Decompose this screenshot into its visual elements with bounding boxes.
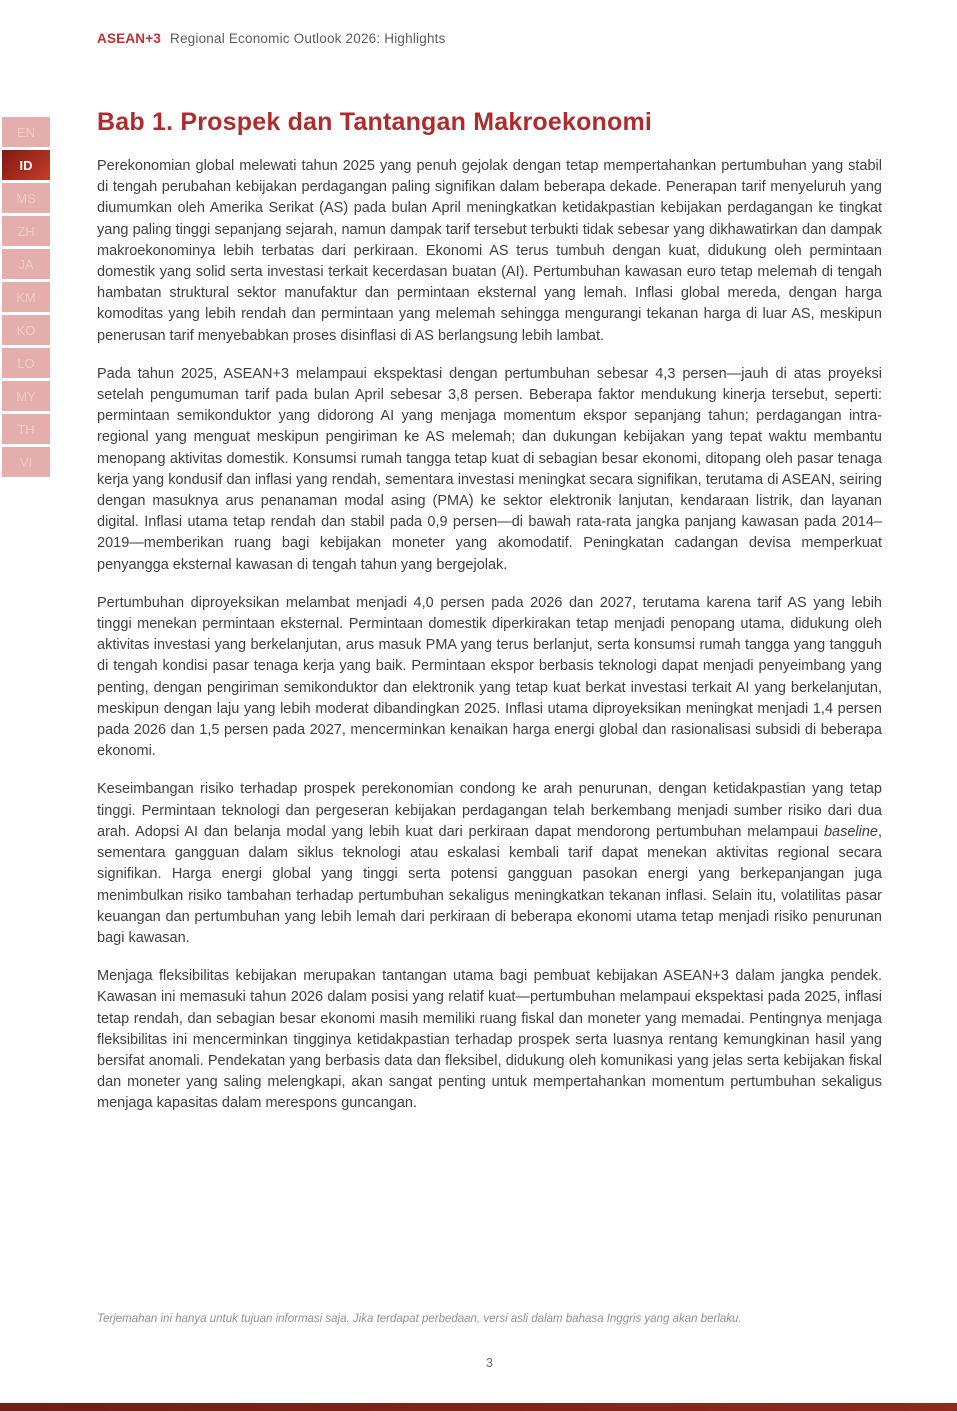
lang-tab-zh[interactable]: ZH — [2, 216, 50, 246]
lang-tab-en[interactable]: EN — [2, 117, 50, 147]
report-brand: ASEAN+3 — [97, 31, 162, 46]
translation-disclaimer: Terjemahan ini hanya untuk tujuan informasi saja. Jika terdapat perbedaan, versi asli dalam bahasa Inggris yang akan berlaku. — [97, 1313, 742, 1325]
paragraph-risk-balance — [97, 779, 882, 949]
lang-tab-km[interactable]: KM — [2, 282, 50, 312]
paragraph-policy-flexibility: Menjaga fleksibilitas kebijakan merupakan tantangan utama bagi pembuat kebijakan ASEAN+3 dalam jangka pendek. Kawasan ini memasuki tahun 2026 dalam posisi yang relatif kuat—pertumbuhan melampaui ekspektasi pada 2025, inflasi tetap rendah, dan sebagian besar ekonomi masih memiliki ruang fiskal dan moneter yang memadai. Pentingnya menjaga fleksibilitas ini mencerminkan tingginya ketidakpastian terhadap prospek serta luasnya rentang kemungkinan hasil yang bersifat anomali. Pendekatan yang berbasis data dan fleksibel, didukung oleh komunikasi yang jelas serta kebijakan fiskal dan moneter yang saling melengkapi, akan sangat penting untuk mempertahankan momentum pertumbuhan sekaligus menjaga kapasitas dalam merespons guncangan. — [97, 968, 882, 1112]
lang-tab-ja[interactable]: JA — [2, 249, 50, 279]
lang-tab-ko[interactable]: KO — [2, 315, 50, 345]
lang-tab-my[interactable]: MY — [2, 381, 50, 411]
lang-tab-id[interactable]: ID — [2, 150, 50, 180]
paragraph-risk-balance-pre: Keseimbangan risiko terhadap prospek perekonomian condong ke arah penurunan, dengan ketidakpastian yang tetap tinggi. Permintaan teknologi dan pergeseran kebijakan perdagangan telah berkembang menjadi sumber risiko dari dua arah. Adopsi AI dan belanja modal yang lebih kuat dari perkiraan dapat mendorong pertumbuhan melampaui — [97, 781, 882, 840]
paragraph-risk-balance-post: , sementara gangguan dalam siklus teknologi atau eskalasi kembali tarif dapat menekan aktivitas regional secara signifikan. Harga energi global yang tinggi serta potensi gangguan pasokan energi yang berkepanjangan juga menimbulkan risiko tambahan terhadap pertumbuhan sekaligus meningkatkan tekanan inflasi. Selain itu, volatilitas pasar keuangan dan pertumbuhan yang lebih lemah dari perkiraan di beberapa ekonomi utama tetap menjadi risiko penurunan bagi kawasan. — [97, 823, 882, 946]
paragraph-global-economy: Perekonomian global melewati tahun 2025 yang penuh gejolak dengan tetap mempertahankan pertumbuhan yang stabil di tengah perubahan kebijakan perdagangan paling signifikan dalam beberapa dekade. Penerapan tarif menyeluruh yang diumumkan oleh Amerika Serikat (AS) pada bulan April meningkatkan ketidakpastian kebijakan perdagangan ke tingkat yang paling tinggi sepanjang sejarah, namun dampak tarif tersebut terbukti tidak sebesar yang dikhawatirkan dan dampak makroekonominya lebih terbatas dari perkiraan. Ekonomi AS terus tumbuh dengan kuat, didukung oleh permintaan domestik yang solid serta investasi terkait kecerdasan buatan (AI). Pertumbuhan kawasan euro tetap melemah di tengah hambatan struktural sektor manufaktur dan permintaan eksternal yang lemah. Inflasi global mereda, dengan harga komoditas yang lebih rendah dan permintaan yang melemah sehingga mengurangi tekanan harga di luar AS, meskipun penerusan tarif menyebabkan proses disinflasi di AS berlangsung lebih lambat. — [97, 158, 882, 344]
lang-tab-th[interactable]: TH — [2, 414, 50, 444]
paragraph-risk-balance-italic-term: baseline — [823, 823, 878, 840]
paragraph-asean3-2025: Pada tahun 2025, ASEAN+3 melampaui ekspektasi dengan pertumbuhan sebesar 4,3 persen—jauh di atas proyeksi setelah pengumuman tarif pada bulan April sebesar 3,8 persen. Beberapa faktor mendukung kinerja tersebut, seperti: permintaan semikonduktor yang didorong AI yang menjaga momentum ekspor sepanjang tahun; perdagangan intra-regional yang menguat meskipun pengiriman ke AS melemah; dan dukungan kebijakan yang tepat waktu membantu menopang aktivitas domestik. Konsumsi rumah tangga tetap kuat di sebagian besar ekonomi, ditopang oleh pasar tenaga kerja yang kondusif dan inflasi yang rendah, sementara investasi meningkat secara signifikan, terutama di ASEAN, seiring dengan masuknya arus penanaman modal asing (PMA) ke sektor elektronik lanjutan, kendaraan listrik, dan layanan digital. Inflasi utama tetap rendah dan stabil pada 0,9 persen—di bawah rata-rata jangka panjang kawasan pada 2014–2019—memberikan ruang bagi kebijakan moneter yang akomodatif. Peningkatan cadangan devisa memperkuat penyangga eksternal kawasan di tengah tahun yang bergejolak. — [97, 365, 882, 573]
chapter-title: Bab 1. Prospek dan Tantangan Makroekonomi — [97, 108, 653, 136]
lang-tab-lo[interactable]: LO — [2, 348, 50, 378]
bottom-accent-bar — [0, 1403, 957, 1411]
language-sidebar — [2, 117, 50, 477]
lang-tab-vi[interactable]: VI — [2, 447, 50, 477]
report-subtitle: Regional Economic Outlook 2026: Highlights — [170, 31, 446, 46]
document-body — [97, 0, 882, 1115]
lang-tab-ms[interactable]: MS — [2, 183, 50, 213]
page-number: 3 — [486, 1356, 493, 1370]
paragraph-growth-projection: Pertumbuhan diproyeksikan melambat menjadi 4,0 persen pada 2026 dan 2027, terutama karena tarif AS yang lebih tinggi menekan permintaan eksternal. Permintaan domestik diperkirakan tetap menjadi penopang utama, didukung oleh aktivitas investasi yang berkelanjutan, arus masuk PMA yang terus berlanjut, serta konsumsi rumah tangga yang tangguh di tengah kondisi pasar tenaga kerja yang baik. Permintaan ekspor berbasis teknologi dapat menjadi penyeimbang yang penting, dengan pengiriman semikonduktor dan elektronik yang tetap kuat berkat investasi terkait AI yang berkelanjutan, meskipun dengan laju yang lebih moderat dibandingkan 2025. Inflasi utama diproyeksikan meningkat menjadi 1,4 persen pada 2026 dan 1,5 persen pada 2027, mencerminkan kenaikan harga energi global dan rasionalisasi subsidi di beberapa ekonomi. — [97, 594, 882, 760]
